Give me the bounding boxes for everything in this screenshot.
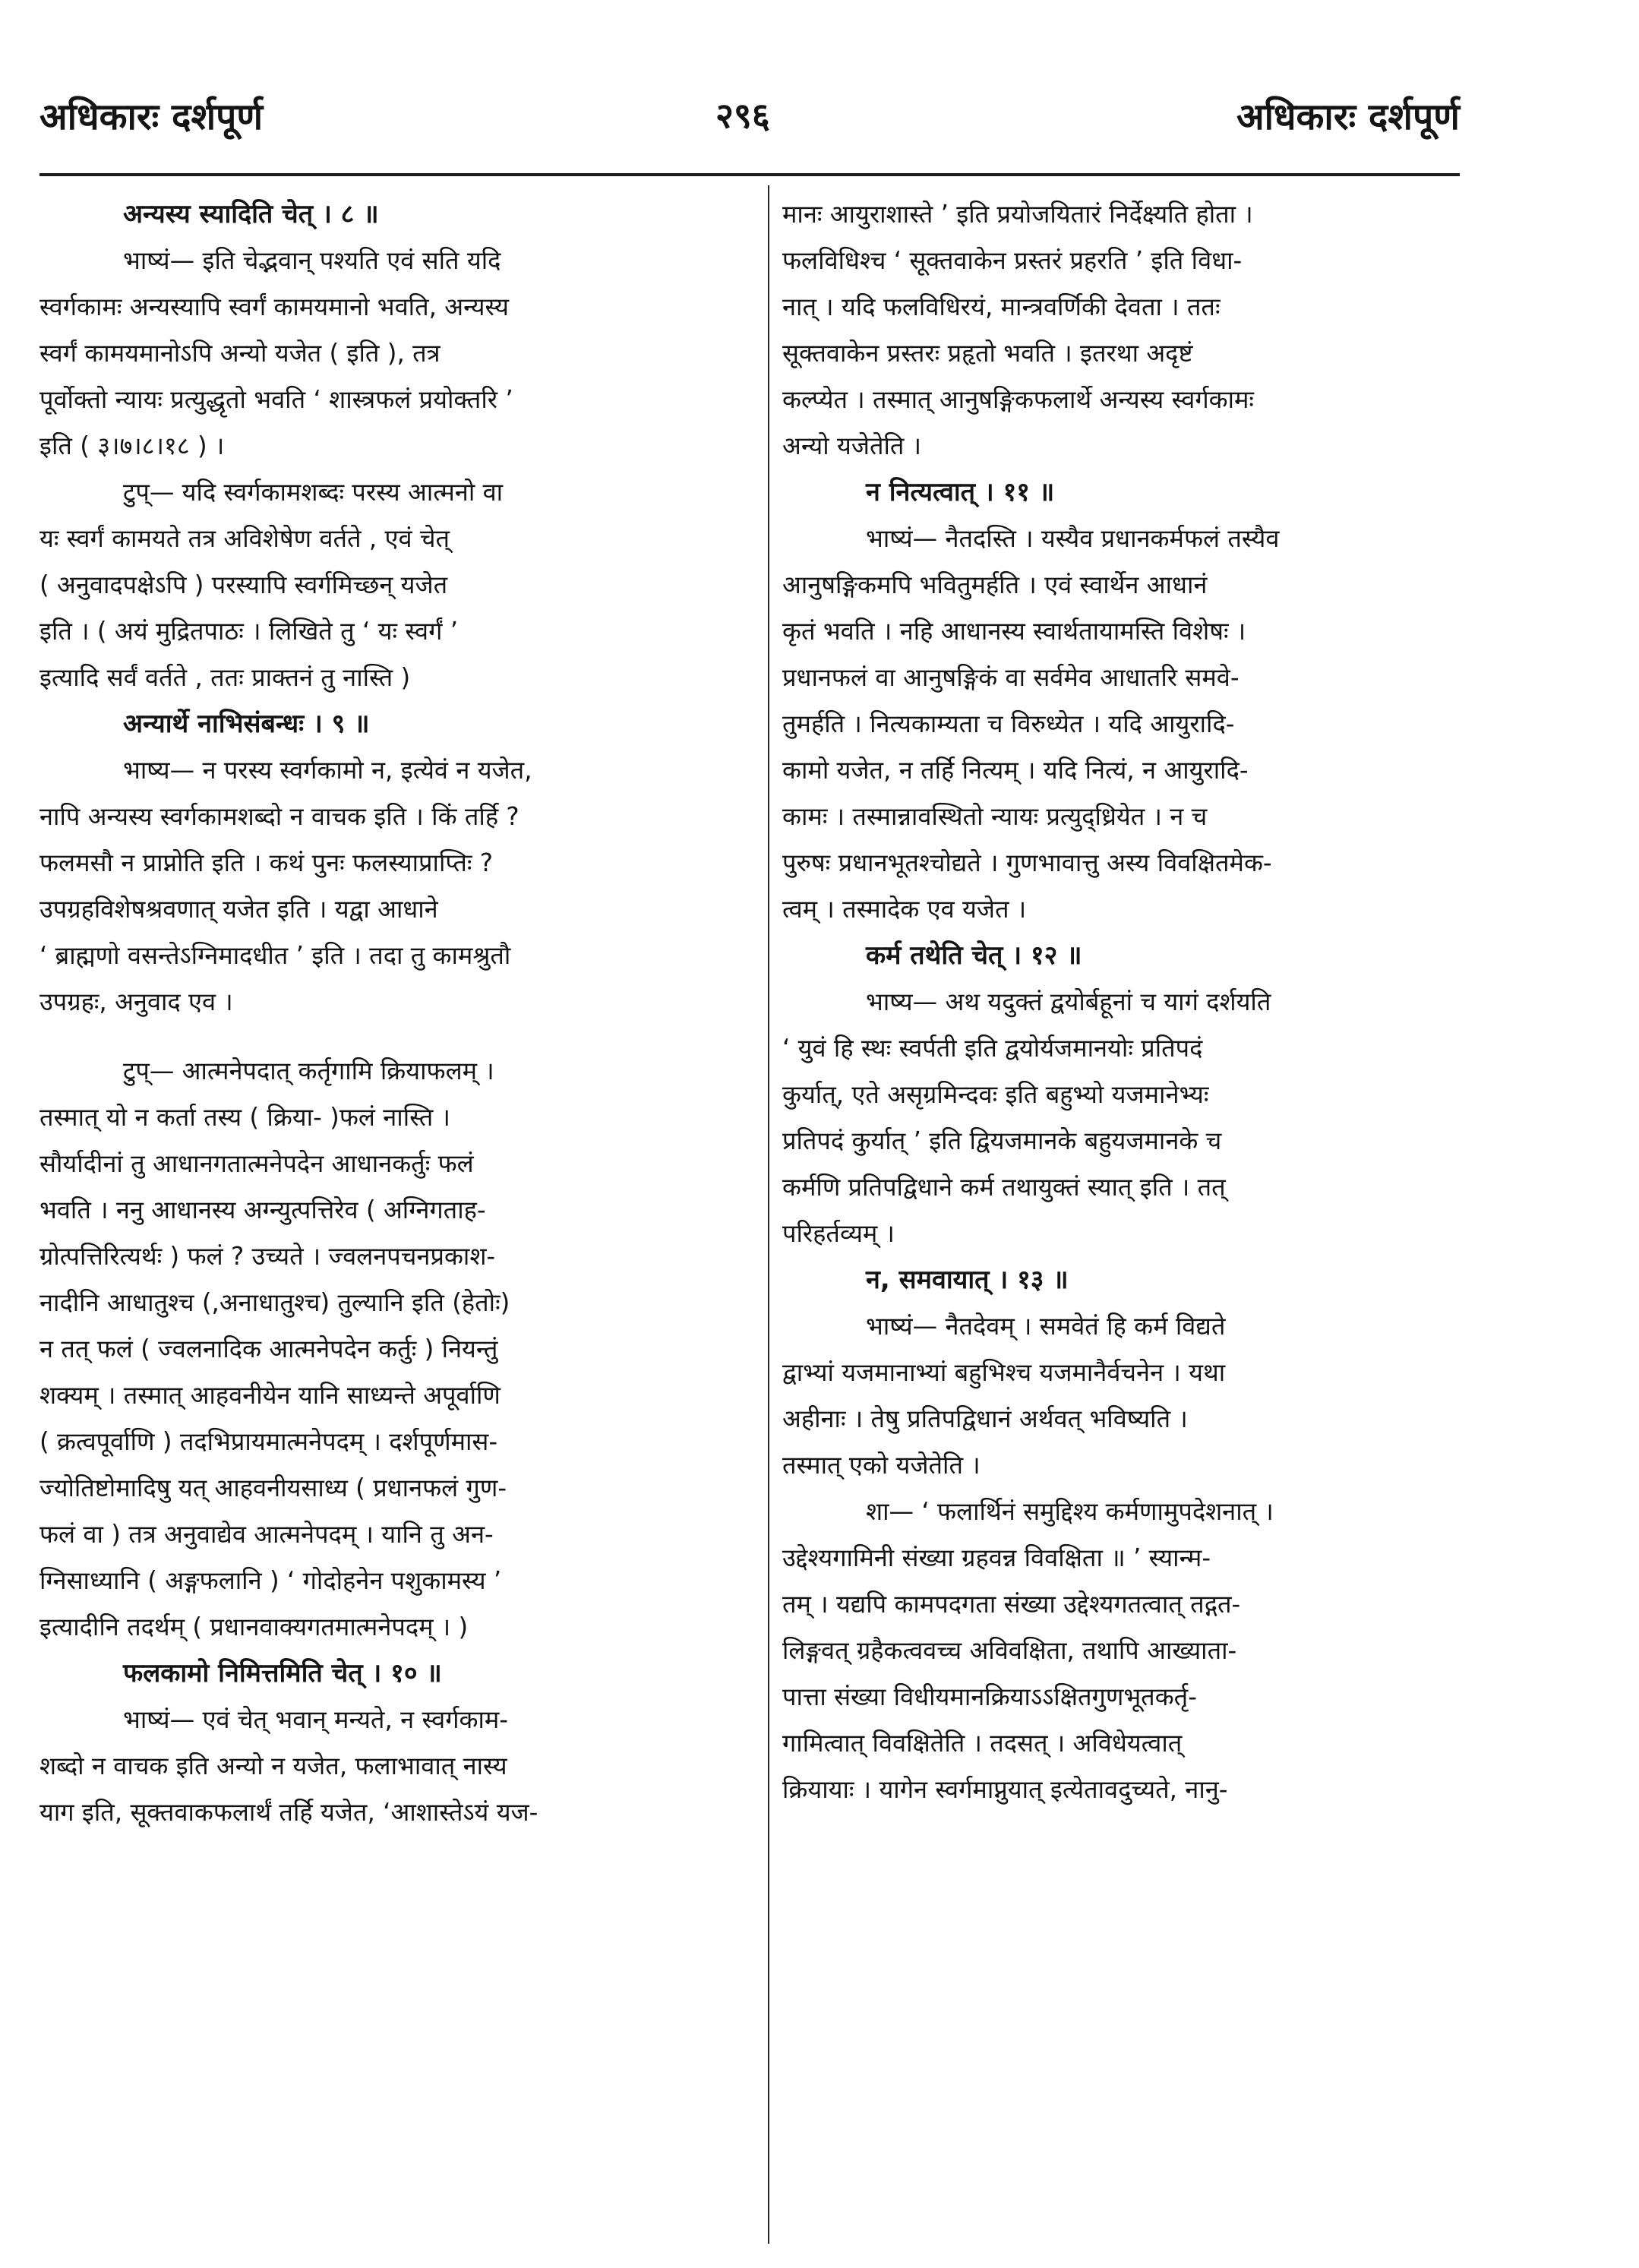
text-line: तस्मात् यो न कर्ता तस्य ( क्रिया- )फलं नास्ति ।	[39, 1103, 450, 1132]
text-line: इत्यादि सर्वं वर्तते , ततः प्राक्तनं तु नास्ति )	[39, 663, 411, 692]
sutra-heading: न नित्यत्वात् । ११ ॥	[866, 477, 1055, 507]
text-line: नादीनि आधातुश्च (,अनाधातुश्च) तुल्यानि इति (हेतोः)	[39, 1288, 510, 1317]
header-right-title: अधिकारः दर्शपूर्ण	[1236, 96, 1460, 138]
text-line: याग इति, सूक्तवाकफलार्थं तर्हि यजेत, ‘आशास्तेऽयं यज-	[39, 1798, 538, 1827]
text-line: अहीनाः । तेषु प्रतिपद्विधानं अर्थवत् भविष्यति ।	[782, 1404, 1188, 1433]
sutra-heading: फलकामो निमित्तमिति चेत् । १० ॥	[123, 1658, 442, 1688]
text-line: उपग्रहः, अनुवाद एव ।	[39, 987, 233, 1016]
text-line: भाष्य— न परस्य स्वर्गकामो न, इत्येवं न यजेत,	[123, 756, 532, 785]
text-line: पुरुषः प्रधानभूतश्चोद्यते । गुणभावात्तु अस्य विवक्षितमेक-	[782, 848, 1272, 877]
text-line: प्रधानफलं वा आनुषङ्गिकं वा सर्वमेव आधातरि समवे-	[782, 663, 1240, 692]
text-line: ज्योतिष्टोमादिषु यत् आहवनीयसाध्य ( प्रधानफलं गुण-	[39, 1474, 507, 1502]
text-line: नात् । यदि फलविधिरयं, मान्त्रवर्णिकी देवता । ततः	[782, 292, 1221, 321]
right-column	[782, 191, 1460, 2250]
text-line: प्रतिपदं कुर्यात् ’ इति द्वियजमानके बहुयजमानके च	[782, 1126, 1222, 1155]
text-line: कर्मणि प्रतिपद्विधाने कर्म तथायुक्तं स्यात् इति । तत्	[782, 1173, 1226, 1202]
text-line: गामित्वात् विवक्षितेति । तदसत् । अविधेयत्वात्	[782, 1729, 1183, 1758]
text-line: टुप्— यदि स्वर्गकामशब्दः परस्य आत्मनो वा	[123, 478, 504, 507]
page-number: २९६	[715, 95, 770, 136]
text-line: कृतं भवति । नहि आधानस्य स्वार्थतायामस्ति विशेषः ।	[782, 617, 1246, 646]
text-line: लिङ्गवत् ग्रहैकत्ववच्च अविवक्षिता, तथापि आख्याता-	[782, 1636, 1237, 1665]
text-line: तम् । यद्यपि कामपदगता संख्या उद्देश्यगतत्वात् तद्गत-	[782, 1590, 1241, 1619]
header-rule	[39, 173, 1460, 176]
text-line: शक्यम् । तस्मात् आहवनीयेन यानि साध्यन्ते अपूर्वाणि	[39, 1381, 501, 1410]
text-line: इत्यादीनि तदर्थम् ( प्रधानवाक्यगतमात्मनेपदम् । )	[39, 1613, 469, 1641]
text-line: उपग्रहविशेषश्रवणात् यजेत इति । यद्वा आधाने	[39, 895, 438, 924]
text-line: ( अनुवादपक्षेऽपि ) परस्यापि स्वर्गमिच्छन् यजेत	[39, 570, 448, 599]
text-line: ‘ ब्राह्मणो वसन्तेऽग्निमादधीत ’ इति । तदा तु कामश्रुतौ	[39, 941, 511, 970]
text-line: परिहर्तव्यम् ।	[782, 1219, 895, 1248]
text-line: भाष्यं— एवं चेत् भवान् मन्यते, न स्वर्गकाम-	[123, 1705, 509, 1734]
text-line: सूक्तवाकेन प्रस्तरः प्रहृतो भवति । इतरथा अदृष्टं	[782, 339, 1193, 368]
text-line: फलं वा ) तत्र अनुवाद्येव आत्मनेपदम् । यानि तु अन-	[39, 1520, 494, 1549]
text-line: स्वर्गं कामयमानोऽपि अन्यो यजेत ( इति ), तत्र	[39, 339, 441, 368]
text-line: भाष्यं— नैतदेवम् । समवेतं हि कर्म विद्यते	[866, 1312, 1226, 1341]
text-line: त्वम् । तस्मादेक एव यजेत ।	[782, 895, 1027, 924]
text-line: फलविधिश्च ‘ सूक्तवाकेन प्रस्तरं प्रहरति ’ इति विधा-	[782, 246, 1243, 275]
text-line: द्वाभ्यां यजमानाभ्यां बहुभिश्च यजमानैर्वचनेन । यथा	[782, 1358, 1226, 1387]
text-line: टुप्— आत्मनेपदात् कर्तृगामि क्रियाफलम् ।	[123, 1057, 494, 1085]
sutra-heading: अन्यार्थे नाभिसंबन्धः । ९ ॥	[123, 709, 370, 739]
column-divider	[768, 185, 769, 2244]
text-line: मानः आयुराशास्ते ’ इति प्रयोजयितारं निर्देक्ष्यति होता ।	[782, 200, 1253, 229]
text-line: क्रियायाः । यागेन स्वर्गमाप्नुयात् इत्येतावदुच्यते, नानु-	[782, 1775, 1228, 1804]
text-line: कामः । तस्मान्नावस्थितो न्यायः प्रत्युद्ध्रियेत । न च	[782, 802, 1208, 831]
text-line: शा— ‘ फलार्थिनं समुद्दिश्य कर्मणामुपदेशनात् ।	[866, 1497, 1274, 1526]
text-line: ग्रोत्पत्तिरित्यर्थः ) फलं ? उच्यते । ज्वलनपचनप्रकाश-	[39, 1242, 496, 1271]
running-header	[39, 91, 1460, 160]
text-line: कुर्यात्, एते असृग्रमिन्दवः इति बहुभ्यो यजमानेभ्यः	[782, 1080, 1209, 1109]
text-line: तस्मात् एको यजेतेति ।	[782, 1451, 981, 1480]
text-line: इति ( ३।७।८।१८ ) ।	[39, 431, 225, 460]
text-line: ‘ युवं हि स्थः स्वर्पती इति द्वयोर्यजमानयोः प्रतिपदं	[782, 1034, 1203, 1063]
text-line: फलमसौ न प्राप्नोति इति । कथं पुनः फलस्याप्राप्तिः ?	[39, 848, 494, 877]
sutra-heading: न, समवायात् । १३ ॥	[866, 1265, 1069, 1295]
text-line: भाष्यं— नैतदस्ति । यस्यैव प्रधानकर्मफलं तस्यैव	[866, 524, 1280, 553]
text-line: आनुषङ्गिकमपि भवितुमर्हति । एवं स्वार्थेन आधानं	[782, 570, 1208, 599]
text-line: अन्यो यजेतेति ।	[782, 431, 922, 460]
sutra-heading: कर्म तथेति चेत् । १२ ॥	[866, 940, 1082, 971]
text-line: यः स्वर्गं कामयते तत्र अविशेषेण वर्तते , एवं चेत्	[39, 524, 450, 553]
sutra-heading: अन्यस्य स्यादिति चेत् । ८ ॥	[123, 199, 379, 229]
left-column	[39, 191, 750, 2250]
text-line: पात्ता संख्या विधीयमानक्रियाऽऽक्षितगुणभूतकर्तृ-	[782, 1682, 1197, 1711]
text-line: उद्देश्यगामिनी संख्या ग्रहवन्न विवक्षिता ॥ ’ स्यान्म-	[782, 1543, 1211, 1572]
text-line: भाष्यं— इति चेद्भवान् पश्यति एवं सति यदि	[123, 246, 501, 275]
text-line: इति । ( अयं मुद्रितपाठः । लिखिते तु ‘ यः स्वर्गं ’	[39, 617, 459, 646]
text-line: स्वर्गकामः अन्यस्यापि स्वर्गं कामयमानो भवति, अन्यस्य	[39, 292, 510, 321]
text-line: पूर्वोक्तो न्यायः प्रत्युद्धृतो भवति ‘ शास्त्रफलं प्रयोक्तरि ’	[39, 385, 513, 414]
text-line: कामो यजेत, न तर्हि नित्यम् । यदि नित्यं, न आयुरादि-	[782, 756, 1249, 785]
text-line: भाष्य— अथ यदुक्तं द्वयोर्बहूनां च यागं दर्शयति	[866, 987, 1271, 1016]
text-line: शब्दो न वाचक इति अन्यो न यजेत, फलाभावात् नास्य	[39, 1752, 507, 1780]
text-line: नापि अन्यस्य स्वर्गकामशब्दो न वाचक इति । किं तर्हि ?	[39, 802, 519, 831]
text-line: भवति । ननु आधानस्य अग्न्युत्पत्तिरेव ( अग्निगताह-	[39, 1196, 486, 1224]
header-left-title: अधिकारः दर्शपूर्ण	[39, 96, 264, 138]
text-line: सौर्यादीनां तु आधानगतात्मनेपदेन आधानकर्तुः फलं	[39, 1149, 474, 1178]
text-line: ग्निसाध्यानि ( अङ्गफलानि ) ‘ गोदोहनेन पशुकामस्य ’	[39, 1566, 502, 1595]
text-line: कल्प्येत । तस्मात् आनुषङ्गिकफलार्थे अन्यस्य स्वर्गकामः	[782, 385, 1254, 414]
text-line: तुमर्हति । नित्यकाम्यता च विरुध्येत । यदि आयुरादि-	[782, 709, 1235, 738]
text-line	[39, 1025, 750, 1048]
text-line: न तत् फलं ( ज्वलनादिक आत्मनेपदेन कर्तुः ) नियन्तुं	[39, 1335, 498, 1363]
text-line: ( क्रत्वपूर्वाणि ) तदभिप्रायमात्मनेपदम् । दर्शपूर्णमास-	[39, 1427, 498, 1456]
